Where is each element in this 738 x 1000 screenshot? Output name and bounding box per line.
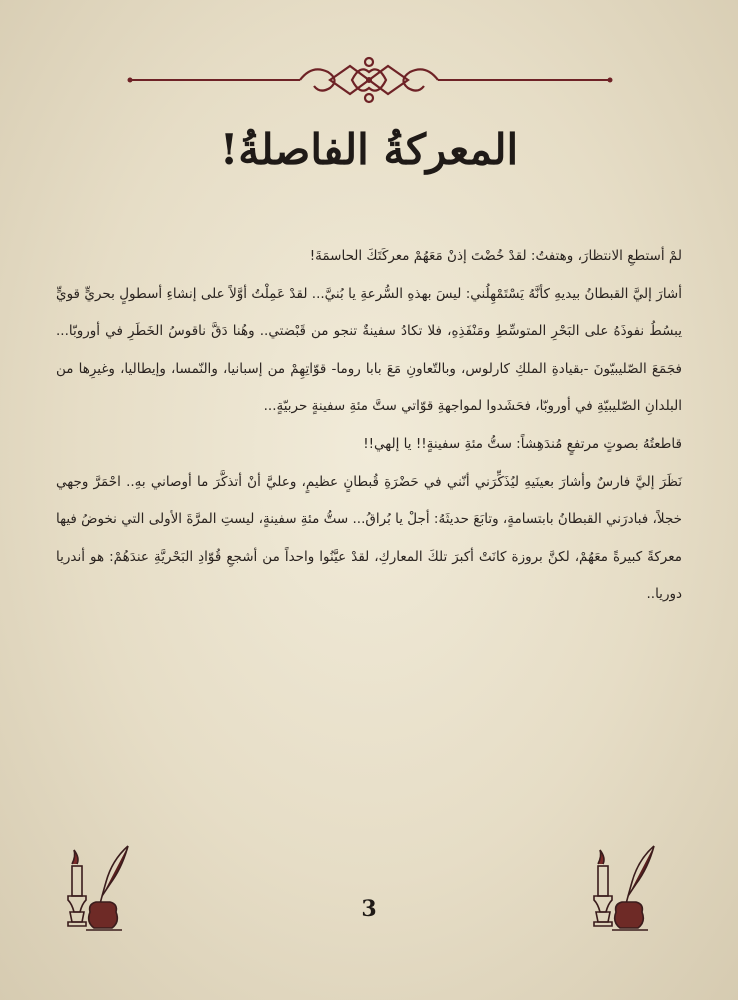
header-ornament xyxy=(0,50,738,110)
candle-quill-icon xyxy=(592,842,662,938)
paragraph: نَظَرَ إليَّ فارسٌ وأشارَ بعينَيهِ ليُذَكِّرَني أنّني في حَضْرَةِ قُبطانٍ عظيمٍ، وعليَّ أنْ أتذكَّرَ ما أوصاني بهِ.. احْمَرَّ وجهي خجلاً، فبادرَني القبطانُ بابتسامةٍ، وتابَعَ حديثَهُ: أجلْ يا بُراقُ... ستُّ مئةِ سفينةٍ، ليستِ المرَّةَ الأولى التي نخوضُ فيها معركةً كبيرةً معَهُمْ، لكنَّ بروزة كانَتْ أكبرَ تلكَ المعاركِ، لقدْ عيَّنُوا واحداً من أشجعِ قُوّادِ البَحْريَّةِ عندَهُمْ: هو أندريا دوريا.. xyxy=(56,473,682,603)
chapter-title: المعركةُ الفاصلةُ! xyxy=(219,125,519,174)
story-text xyxy=(56,238,682,614)
paragraph: قاطعتُهُ بصوتٍ مرتفعٍ مُندَهِشاً: ستُّ مئةِ سفينةٍ!! يا إلهي!! xyxy=(363,435,682,452)
paragraph: أشارَ إليَّ القبطانُ بيديهِ كأنَّهُ يَسْتَمْهِلُني: ليسَ بهذهِ السُّرعةِ يا بُنيَّ... لقدْ عَمِلْتُ أوَّلاً على إنشاءِ أسطولٍ بحريٍّ قويٍّ يبسُطُ نفوذَهُ على البَحْرِ المتوسِّطِ ومَنْفَذِهِ، فلا تكادُ سفينةٌ تنجو من قَبْضتي.. وهُنا دَقَّ ناقوسُ الخَطَرِ في أوروبّا... فجَمَعَ الصّليبيّونَ -بقيادةِ الملكِ كارلوس، وبالتّعاونِ مَعَ بابا روما- قوّاتِهِمْ من إسبانيا، والنّمسا، وإيطاليا، وغيرِها من البلدانِ الصّليبيّةِ في أوروبّا، فحَشَدوا لمواجهةِ قوّاتي ستَّ مئةِ سفينةٍ حربيّةٍ... xyxy=(56,285,682,415)
candle-quill-icon xyxy=(66,842,136,938)
paragraph: لمْ أستطعِ الانتظارَ، وهتفتُ: لقدْ خُضْتَ إذنْ مَعَهُمْ معركَتَكَ الحاسمَةَ! xyxy=(309,248,682,264)
page-number: 3 xyxy=(361,896,377,922)
